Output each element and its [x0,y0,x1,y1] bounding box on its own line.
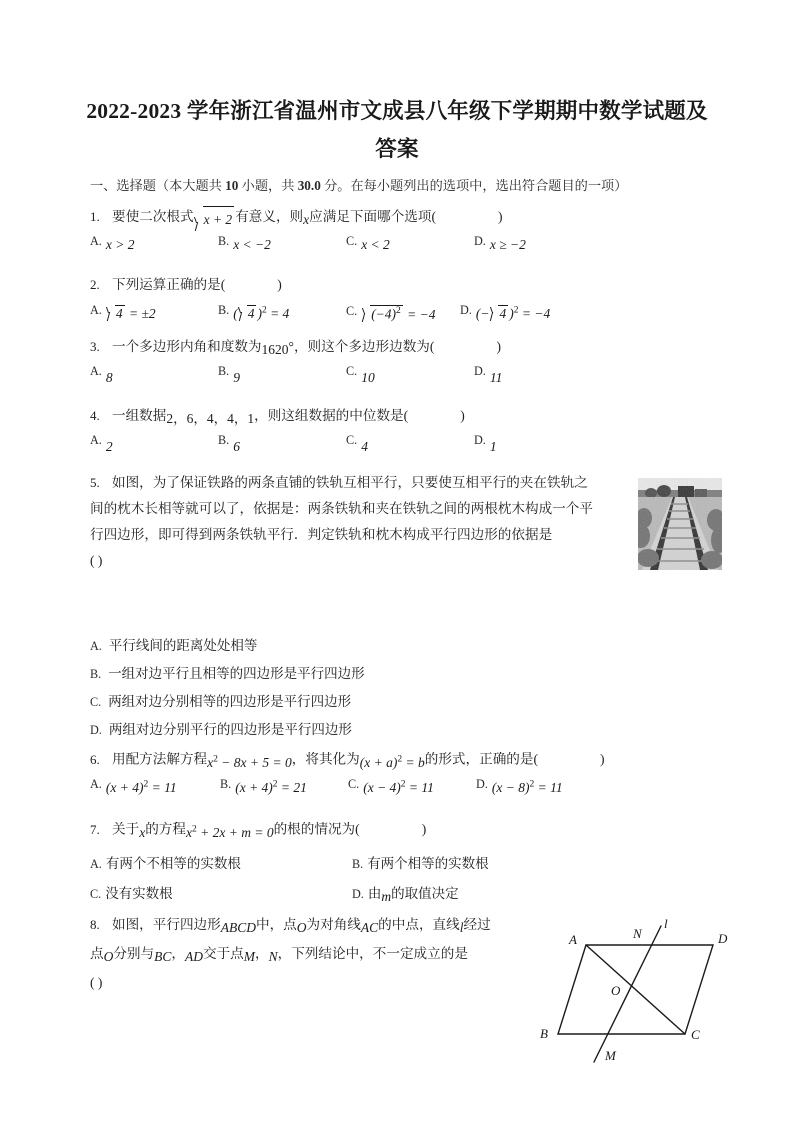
question-6-option-a[interactable]: A. $(x + 4)^2 = 11$ [90,777,177,795]
question-1-paren-close: ) [498,209,503,224]
question-8 [90,910,540,997]
question-7 [90,814,650,912]
question-2-option-a-math: 4 = ±2 [106,306,156,321]
question-8-stem [90,910,540,997]
question-1-options [90,234,720,267]
question-3-stem-text: 一个多边形内角和度数为 [112,339,262,354]
question-3-stem [90,334,720,359]
question-7-option-d-text: 由m的取值决定 [367,885,459,904]
question-2-option-d[interactable]: D. (− 4 )$^2$ = −4 [460,303,551,321]
question-7-number: 7. [90,821,100,837]
question-4-stem-text: 一组数据 [112,408,167,423]
question-1-number: 1. [90,209,100,224]
question-2-option-a[interactable]: A. 4 = ±2 [90,303,156,321]
question-2-paren-close: ) [277,277,282,292]
question-7-option-b[interactable]: B. 有两个相等的实数根 [352,855,489,871]
question-8-number: 8. [90,917,100,932]
question-1 [90,203,720,267]
question-3-option-a[interactable]: A. 8 [90,364,113,385]
question-4-options [90,433,720,466]
question-5-stem-line-1: 5. 如图，为了保证铁路的两条直铺的铁轨互相平行，只要使互相平行的夹在铁轨之 [90,470,630,496]
question-3-option-b[interactable]: B. 9 [218,364,240,385]
question-2-stem [90,272,720,297]
question-2 [90,272,720,335]
question-4-stem-after: ，则这组数据的中位数是( [254,408,409,423]
question-8-stem-line-2: 点O分别与BC，AD交于点M，N，下列结论中，不一定成立的是 [90,946,468,964]
question-5-options [90,632,630,744]
question-3-degree-symbol: ° [288,339,294,354]
question-4-stem [90,403,720,428]
section-header-question-count: 10 [225,178,239,193]
question-4-option-d[interactable]: D. 1 [474,433,497,454]
question-7-option-c[interactable]: C. 没有实数根 [90,885,173,901]
question-7-stem: 7. 关于x的方程$x^2 + 2x + m = 0$的根的情况为( ) [90,814,650,842]
question-3-angle-sum: 1620 [261,342,289,357]
railway-track-photo [638,478,722,570]
question-2-number: 2. [90,277,100,292]
question-5-paren-close: ( ) [90,553,103,568]
label-O: O [611,983,621,998]
question-6-equation-2: $(x + a)^2 = b$ [359,754,425,770]
question-2-option-c-math: $(-4)^2 = -4$ [361,307,435,322]
title-line-2: 答案 [375,137,419,161]
question-2-option-c[interactable]: C. $(-4)^2 = -4$ [346,303,436,322]
question-5-option-b[interactable]: B. 一组对边平行且相等的四边形是平行四边形 [90,666,365,681]
question-2-stem-text: 下列运算正确的是( [112,277,226,292]
question-1-stem-tail: 应满足下面哪个选项( [309,209,437,224]
label-D: D [718,931,728,946]
question-1-option-c[interactable]: C. x < 2 [346,234,390,252]
question-2-options [90,305,720,335]
section-header-mid: 小题，共 [238,178,298,193]
label-N: N [633,926,642,941]
question-4-data-set: 2，6，4，4，1 [166,411,255,426]
question-6-options [90,777,730,810]
question-5-option-a[interactable]: A. 平行线间的距离处处相等 [90,638,258,653]
title-line-1: 2022-2023 学年浙江省温州市文成县八年级下学期期中数学试题及 [86,99,708,123]
question-1-radical: x + 2 [194,212,236,227]
question-1-option-d[interactable]: D. x ≥ −2 [474,234,526,252]
label-A: A [569,932,577,947]
question-1-stem [90,203,720,229]
question-4-option-a[interactable]: A. 2 [90,433,113,454]
question-6-paren-close: ) [600,751,605,767]
question-5-number: 5. [90,475,100,490]
question-3-number: 3. [90,339,100,354]
question-3-option-c[interactable]: C. 10 [346,364,375,385]
question-3-option-d[interactable]: D. 11 [474,364,503,385]
question-3-options [90,364,720,397]
section-header-suffix: 分。在每小题列出的选项中，选出符合题目的一项） [320,178,628,193]
question-7-options-row-2 [90,882,650,912]
parallelogram-figure-svg [528,912,743,1077]
question-1-option-b[interactable]: B. x < −2 [218,234,271,252]
question-3 [90,334,720,397]
question-6-option-b[interactable]: B. $(x + 4)^2 = 21$ [220,777,307,795]
question-1-stem-after: 有意义，则 [235,209,304,224]
question-6-number: 6. [90,751,100,767]
label-B: B [540,1026,548,1041]
diagonal-ac [586,945,685,1034]
question-6-option-c[interactable]: C. $(x - 4)^2 = 11$ [348,777,434,795]
parallelogram-diagram [528,912,743,1077]
question-8-stem-line-1: 8. 如图，平行四边形ABCD中，点O为对角线AC的中点，直线l经过 [90,910,540,939]
line-l [594,926,661,1062]
section-header-prefix: 一、选择题（本大题共 [90,178,226,193]
question-5 [90,470,630,574]
question-7-paren-close: ) [421,821,427,837]
question-2-option-b-math: ( 4 )$^2$ = 4 [233,305,290,321]
question-2-option-d-math: (− 4 )$^2$ = −4 [475,305,551,321]
question-5-option-c[interactable]: C. 两组对边分别相等的四边形是平行四边形 [90,694,352,709]
question-1-option-a[interactable]: A. x > 2 [90,234,135,252]
label-M: M [605,1048,616,1063]
question-4 [90,403,720,466]
question-4-paren-close: ) [460,408,465,423]
label-l: l [664,916,668,931]
question-6-stem: 6. 用配方法解方程$x^2 - 8x + 5 = 0$，将其化为$(x + a)^2 = b$的形式，正确的是( ) [90,744,730,772]
question-5-stem-line-3: 行四边形，即可得到两条铁轨平行．判定铁轨和枕木构成平行四边形的依据是 [90,527,553,542]
page-title [72,92,722,168]
question-7-option-d[interactable]: D. 由m的取值决定 [352,885,459,904]
question-7-variable: x [139,824,146,840]
question-4-number: 4. [90,408,100,423]
section-header-points: 30.0 [297,178,321,193]
question-5-option-d[interactable]: D. 两组对边分别平行的四边形是平行四边形 [90,722,352,737]
question-5-stem [90,470,630,574]
section-header [90,176,715,196]
question-6-option-d[interactable]: D. $(x - 8)^2 = 11$ [476,777,563,795]
label-C: C [691,1027,700,1042]
question-5-stem-line-2: 间的枕木长相等就可以了，依据是：两条铁轨和夹在铁轨之间的两根枕木构成一个平 [90,501,593,516]
question-8-paren-close: ( ) [90,975,103,990]
railway-track-illustration [638,478,722,570]
question-7-equation: $x^2 + 2x + m = 0$ [185,824,274,840]
question-1-variable: x [303,212,310,227]
question-4-option-b[interactable]: B. 6 [218,433,240,454]
question-2-option-b[interactable]: B. ( 4 )$^2$ = 4 [218,303,290,321]
question-3-stem-after: ，则这个多边形边数为( [293,339,435,354]
question-4-option-c[interactable]: C. 4 [346,433,368,454]
question-7-option-a[interactable]: A. 有两个不相等的实数根 [90,855,241,871]
question-6 [90,744,730,810]
question-1-stem-text: 要使二次根式 [112,209,194,224]
question-7-options-row-1 [90,852,650,882]
question-3-paren-close: ) [496,339,501,354]
question-6-equation-1: $x^2 - 8x + 5 = 0$ [207,754,292,770]
